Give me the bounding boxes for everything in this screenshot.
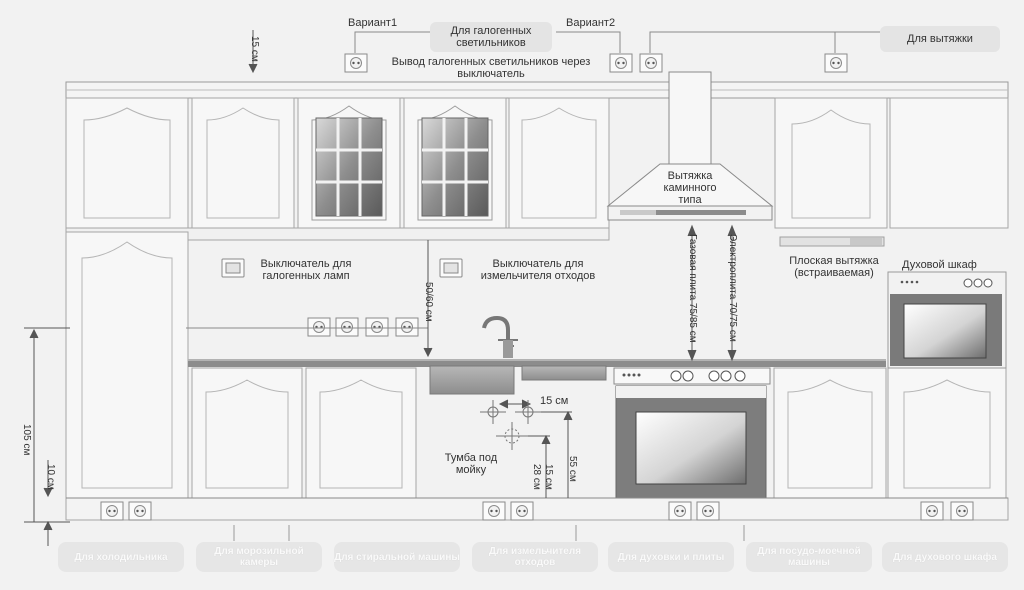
dim-105: 105 см [21, 424, 32, 456]
bottom-label-dishwasher: Для посудо-моечной машины [746, 542, 872, 572]
dim-15-top: 15 см [249, 36, 260, 62]
pipe-markers [480, 400, 541, 450]
stove [614, 368, 770, 498]
bottom-label-washer: Для стиральной машины [334, 542, 460, 572]
halogen-output-label: Вывод галогенных светильников через выключатель [391, 56, 591, 80]
dim-10: 10 см [45, 464, 56, 490]
socket [101, 502, 123, 520]
dim-15-sink: 15 см [540, 395, 569, 407]
bottom-label-oven-cabinet: Для духового шкафа [882, 542, 1008, 572]
flat-hood-label: Плоская вытяжка (встраиваемая) [789, 255, 879, 279]
socket [396, 318, 418, 336]
bottom-label-freezer: Для морозильной камеры [196, 542, 322, 572]
flat-hood [780, 237, 884, 246]
dim-28: 28 см [531, 464, 542, 490]
variant2-label: Вариант2 [566, 17, 616, 29]
socket [366, 318, 388, 336]
dim-50-60: 50/60 см [423, 282, 434, 322]
switch-halogen-label: Выключатель для галогенных ламп [260, 258, 352, 282]
socket [511, 502, 533, 520]
chimney-hood-label: Вытяжка каминного типа [663, 170, 717, 206]
socket [951, 502, 973, 520]
dim-15-vert: 15 см [543, 464, 554, 490]
electric-stove-label: Электроплита 70/75 см [727, 234, 738, 342]
socket [921, 502, 943, 520]
base-cabinets [66, 368, 1008, 520]
socket [483, 502, 505, 520]
socket [825, 54, 847, 72]
socket [345, 54, 367, 72]
hood-socket-pill: Для вытяжки [880, 26, 1000, 52]
socket [640, 54, 662, 72]
built-in-oven [888, 272, 1006, 368]
bottom-label-oven-stove: Для духовки и плиты [608, 542, 734, 572]
variant1-label: Вариант1 [348, 17, 398, 29]
socket [669, 502, 691, 520]
top-cornice [66, 82, 1008, 98]
sink-cabinet-label: Тумба под мойку [444, 452, 498, 476]
switch-disposer-label: Выключатель для измельчителя отходов [480, 258, 596, 282]
tall-cabinet [66, 232, 188, 498]
socket [336, 318, 358, 336]
oven-cabinet-label: Духовой шкаф [902, 259, 977, 271]
socket [697, 502, 719, 520]
gas-stove-label: Газовая плита 75/85 см [687, 234, 698, 343]
bottom-label-disposer: Для измельчителя отходов [472, 542, 598, 572]
sink [430, 318, 606, 394]
socket [610, 54, 632, 72]
dim-55: 55 см [567, 456, 578, 482]
glass-doors [312, 106, 492, 220]
bottom-label-fridge: Для холодильника [58, 542, 184, 572]
halogen-lights-pill: Для галогенных светильников [430, 22, 552, 52]
socket [129, 502, 151, 520]
socket [308, 318, 330, 336]
